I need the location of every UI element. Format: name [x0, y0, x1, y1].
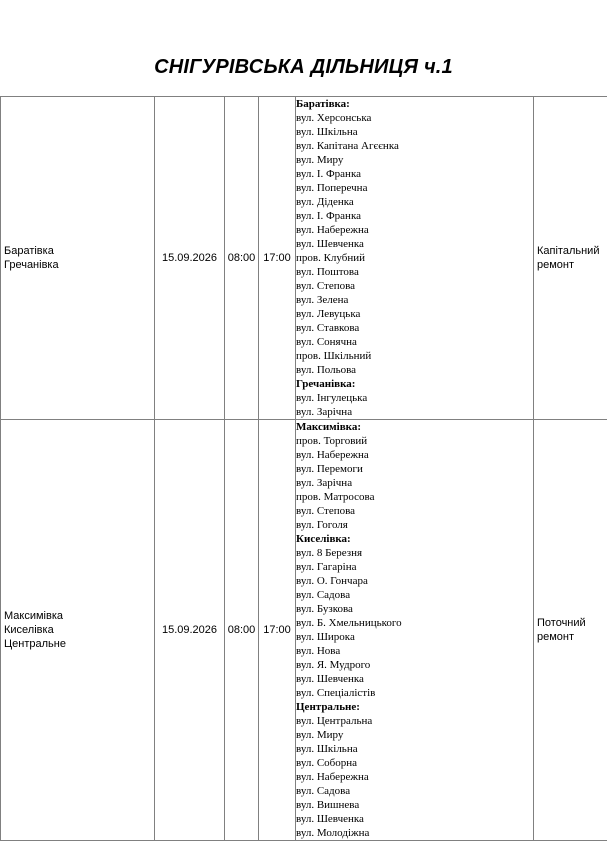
street-item: пров. Клубний [296, 251, 533, 265]
street-item: вул. Широка [296, 630, 533, 644]
street-item: вул. Степова [296, 504, 533, 518]
document-title: СНІГУРІВСЬКА ДІЛЬНИЦЯ ч.1 [0, 54, 607, 80]
settlement-name: Центральне [4, 637, 154, 651]
streets-cell [296, 97, 534, 420]
street-item: вул. Херсонська [296, 111, 533, 125]
street-item: вул. Зарічна [296, 476, 533, 490]
street-item: вул. Зелена [296, 293, 533, 307]
street-item: вул. Польова [296, 363, 533, 377]
street-item: пров. Матросова [296, 490, 533, 504]
street-item: вул. Набережна [296, 448, 533, 462]
street-item: вул. Нова [296, 644, 533, 658]
street-item: вул. Шевченка [296, 672, 533, 686]
date-cell: 15.09.2026 [155, 420, 225, 841]
work-type-cell [534, 97, 607, 420]
street-item: вул. 8 Березня [296, 546, 533, 560]
street-item: вул. Спеціалістів [296, 686, 533, 700]
street-item: вул. Шевченка [296, 812, 533, 826]
street-item: вул. Центральна [296, 714, 533, 728]
street-item: вул. Я. Мудрого [296, 658, 533, 672]
settlement-group-heading: Центральне: [296, 700, 533, 714]
street-item: вул. Левуцька [296, 307, 533, 321]
table-row [1, 420, 607, 841]
street-item: вул. Поперечна [296, 181, 533, 195]
settlements-cell [1, 420, 155, 841]
street-item: вул. Набережна [296, 770, 533, 784]
settlements-cell [1, 97, 155, 420]
street-item: вул. Миру [296, 153, 533, 167]
settlement-name: Гречанівка [4, 258, 154, 272]
start-time-cell: 08:00 [225, 97, 259, 420]
settlement-name: Киселівка [4, 623, 154, 637]
street-item: вул. Вишнева [296, 798, 533, 812]
street-item: вул. Миру [296, 728, 533, 742]
street-item: вул. Ставкова [296, 321, 533, 335]
street-item: вул. Шкільна [296, 125, 533, 139]
settlement-group-heading: Максимівка: [296, 420, 533, 434]
streets-cell [296, 420, 534, 841]
street-item: вул. Зарічна [296, 405, 533, 419]
table-row [1, 97, 607, 420]
street-item: вул. Садова [296, 784, 533, 798]
start-time-cell: 08:00 [225, 420, 259, 841]
street-item: пров. Шкільний [296, 349, 533, 363]
street-item: вул. Соборна [296, 756, 533, 770]
settlement-group-heading: Киселівка: [296, 532, 533, 546]
street-item: вул. Капітана Агєєнка [296, 139, 533, 153]
street-item: пров. Торговий [296, 434, 533, 448]
street-item: вул. І. Франка [296, 209, 533, 223]
street-item: вул. Діденка [296, 195, 533, 209]
street-item: вул. Перемоги [296, 462, 533, 476]
street-item: вул. О. Гончара [296, 574, 533, 588]
street-item: вул. Б. Хмельницького [296, 616, 533, 630]
schedule-body [1, 97, 607, 841]
street-item: вул. Сонячна [296, 335, 533, 349]
date-cell: 15.09.2026 [155, 97, 225, 420]
end-time-cell: 17:00 [259, 97, 296, 420]
settlement-name: Максимівка [4, 609, 154, 623]
work-type-text: ремонт [537, 258, 607, 272]
street-item: вул. Інгулецька [296, 391, 533, 405]
street-item: вул. Шкільна [296, 742, 533, 756]
work-type-cell [534, 420, 607, 841]
work-type-text: ремонт [537, 630, 607, 644]
street-item: вул. Гагаріна [296, 560, 533, 574]
outage-schedule-table [0, 96, 607, 841]
street-item: вул. Бузкова [296, 602, 533, 616]
street-item: вул. Поштова [296, 265, 533, 279]
work-type-text: Поточний [537, 616, 607, 630]
work-type-text: Капітальний [537, 244, 607, 258]
settlement-group-heading: Гречанівка: [296, 377, 533, 391]
street-item: вул. Молодіжна [296, 826, 533, 840]
street-item: вул. Степова [296, 279, 533, 293]
street-item: вул. І. Франка [296, 167, 533, 181]
street-item: вул. Шевченка [296, 237, 533, 251]
street-item: вул. Набережна [296, 223, 533, 237]
street-item: вул. Гоголя [296, 518, 533, 532]
street-item: вул. Садова [296, 588, 533, 602]
settlement-name: Баратівка [4, 244, 154, 258]
end-time-cell: 17:00 [259, 420, 296, 841]
settlement-group-heading: Баратівка: [296, 97, 533, 111]
